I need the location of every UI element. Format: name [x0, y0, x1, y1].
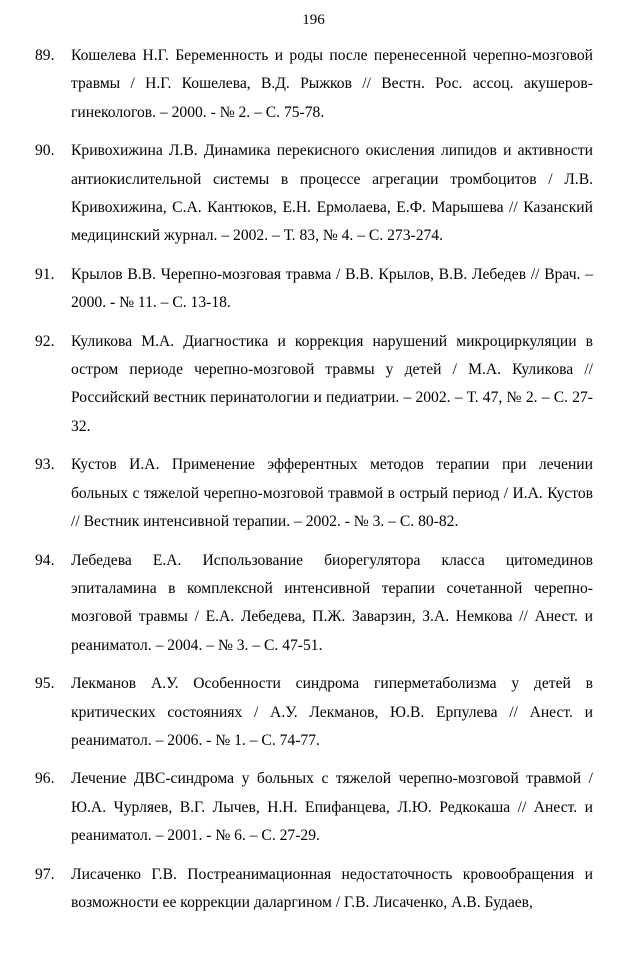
reference-number: 94.	[35, 551, 55, 569]
reference-text: Кустов И.А. Применение эфферентных методов терапии при лечении больных с тяжелой черепно-мозговой травмой в острый период / И.А. Кустов // Вестник интенсивной терапии. – 2002. - № 3. – С. 80-82.	[71, 456, 593, 531]
reference-number: 89.	[35, 47, 55, 64]
reference-item	[35, 42, 593, 127]
reference-item	[35, 861, 593, 918]
reference-text: Куликова М.А. Диагностика и коррекция нарушений микроциркуляции в остром периоде черепно-мозговой травмы у детей / М.А. Куликова // Российский вестник перинатологии и педиатрии. – 2002. – Т. 47, № 2. – С. 27-32.	[71, 332, 593, 435]
reference-number: 96.	[35, 770, 55, 788]
reference-item	[35, 670, 593, 755]
reference-text: Лекманов А.У. Особенности синдрома гиперметаболизма у детей в критических состояниях / А.У. Лекманов, Ю.В. Ерпулева // Анест. и реаниматол. – 2006. - № 1. – С. 74-77.	[71, 675, 593, 749]
page-number: 196	[302, 12, 325, 28]
reference-list	[35, 42, 593, 927]
reference-number: 97.	[35, 865, 55, 883]
reference-item	[35, 261, 593, 318]
reference-text: Лечение ДВС-синдрома у больных с тяжелой черепно-мозговой травмой / Ю.А. Чурляев, В.Г. Лычев, Н.Н. Епифанцева, Л.Ю. Редкокаша // Анест. и реаниматол. – 2001. - № 6. – С. 27-29.	[71, 770, 593, 845]
reference-item	[35, 451, 593, 536]
reference-item	[35, 137, 593, 251]
reference-text: Крылов В.В. Черепно-мозговая травма / В.В. Крылов, В.В. Лебедев // Врач. – 2000. - № 11. – С. 13-18.	[71, 265, 593, 312]
reference-text: Кошелева Н.Г. Беременность и роды после перенесенной черепно-мозговой травмы / Н.Г. Кошелева, В.Д. Рыжков // Вестн. Рос. ассоц. акушеров-гинекологов. – 2000. - № 2. – С. 75-78.	[71, 47, 593, 121]
reference-number: 90.	[35, 142, 55, 160]
reference-item	[35, 547, 593, 661]
reference-item	[35, 328, 593, 442]
reference-item	[35, 765, 593, 850]
reference-number: 95.	[35, 675, 55, 693]
reference-text: Лисаченко Г.В. Постреанимационная недостаточность кровообращения и возможности ее коррекции даларгином / Г.В. Лисаченко, А.В. Будаев,	[71, 865, 593, 911]
reference-number: 91.	[35, 265, 55, 283]
reference-number: 92.	[35, 332, 55, 350]
reference-text: Лебедева Е.А. Использование биорегулятора класса цитомединов эпиталамина в комплексной интенсивной терапии сочетанной черепно-мозговой травмы / Е.А. Лебедева, П.Ж. Заварзин, З.А. Немкова // Анест. и реаниматол. – 2004. – № 3. – С. 47-51.	[71, 551, 593, 654]
reference-number: 93.	[35, 456, 55, 474]
reference-text: Кривохижина Л.В. Динамика перекисного окисления липидов и активности антиокислительной системы в процессе агрегации тромбоцитов / Л.В. Кривохижина, С.А. Кантюков, Е.Н. Ермолаева, Е.Ф. Марышева // Казанский медицинский журнал. – 2002. – Т. 83, № 4. – С. 273-274.	[71, 142, 593, 245]
